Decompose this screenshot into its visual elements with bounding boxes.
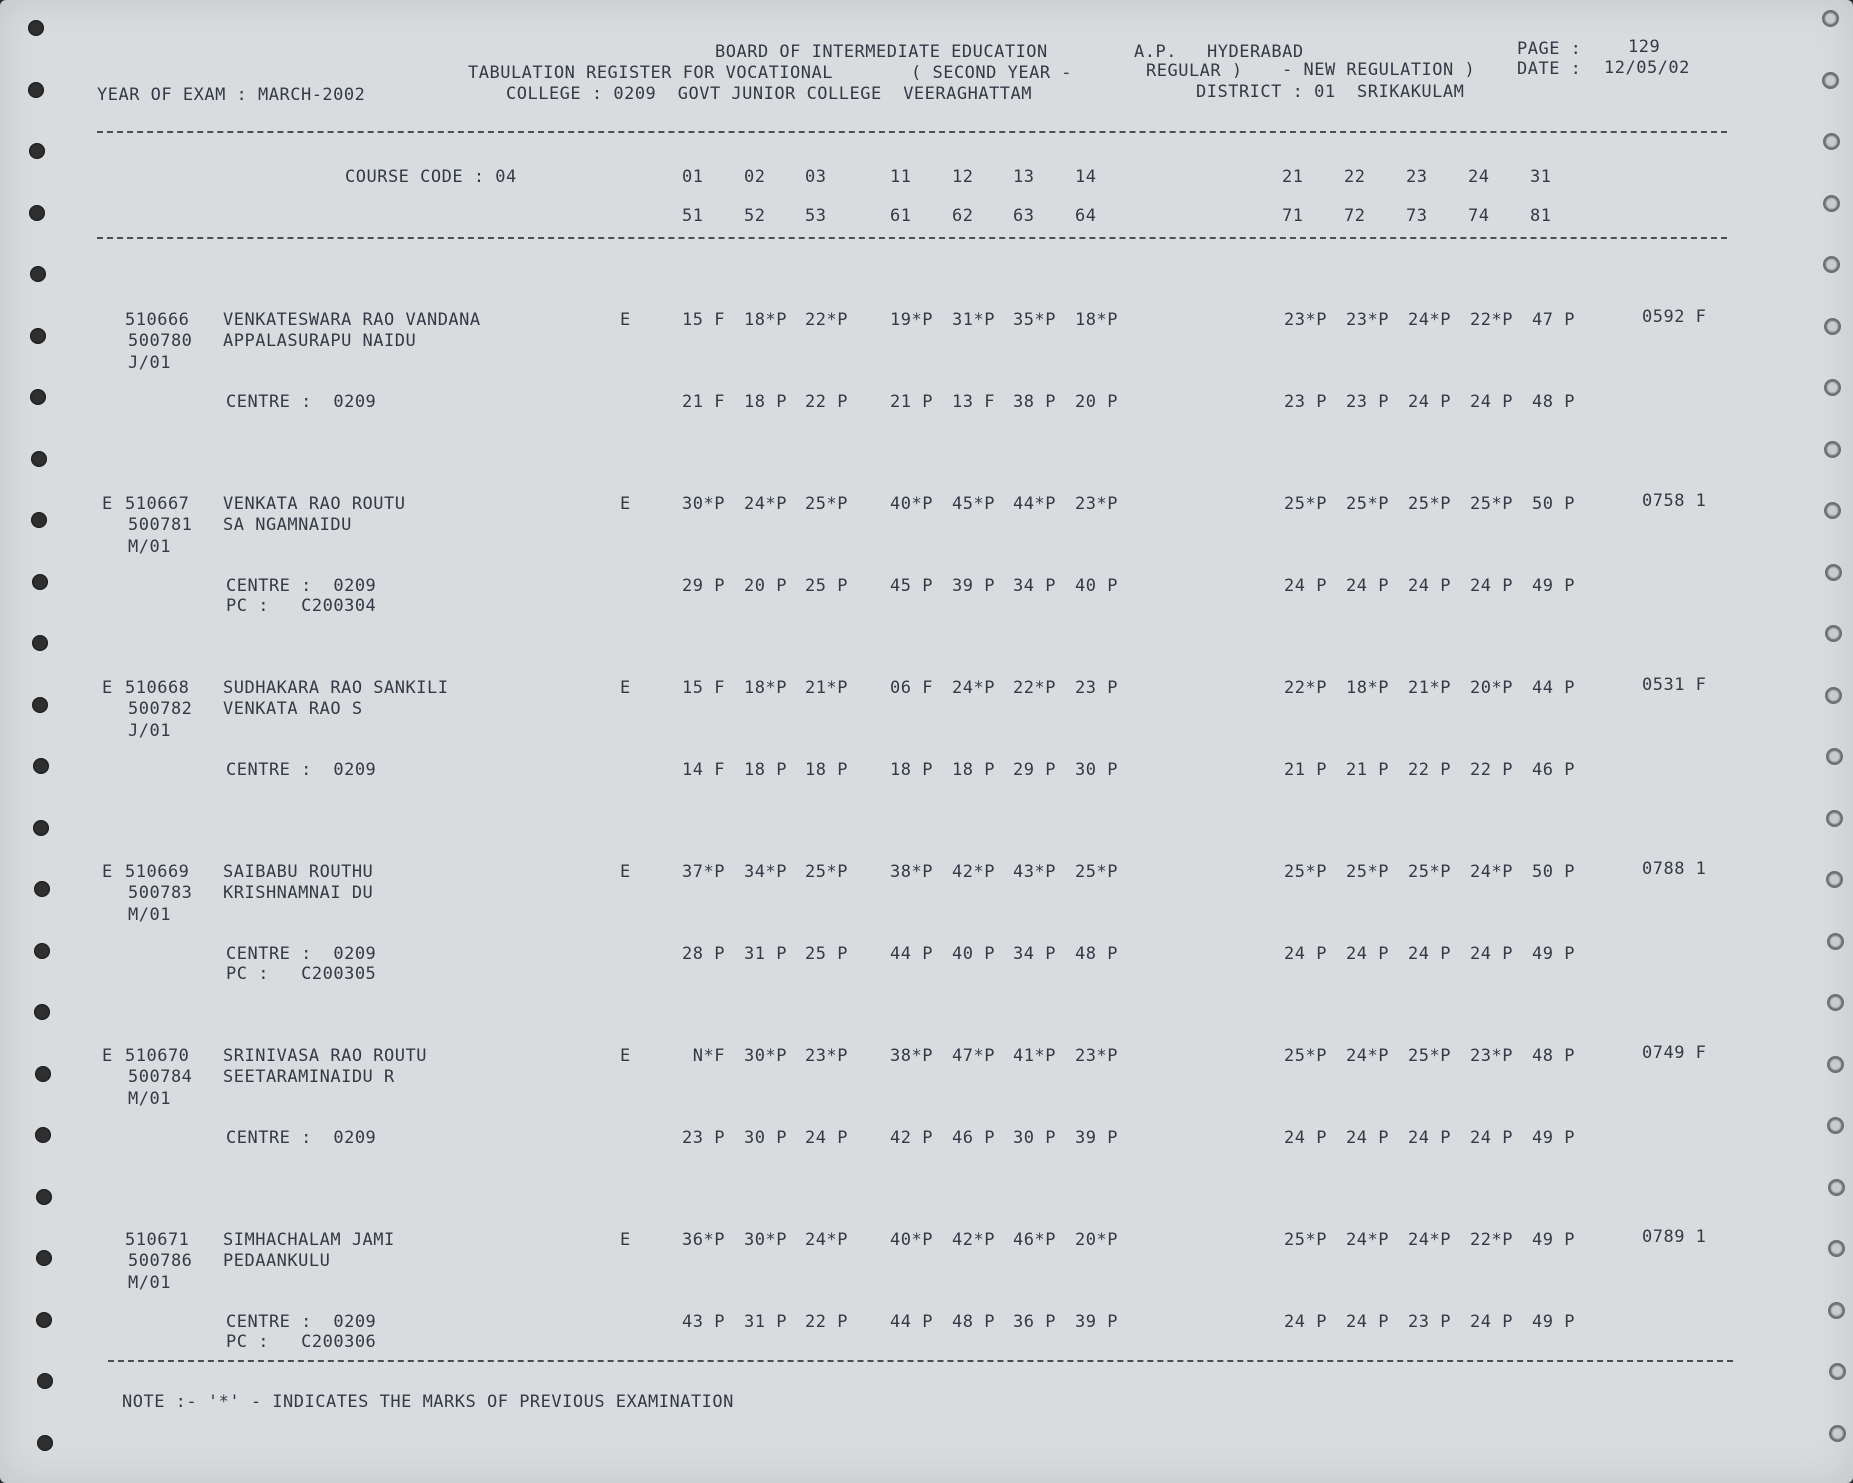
hall-ticket-number: 510666 (125, 310, 190, 330)
mark-second-attempt: 39 P (1075, 1128, 1118, 1148)
parent-name: APPALASURAPU NAIDU (223, 331, 417, 351)
mark-first-attempt: 40*P (890, 1230, 933, 1250)
feed-hole (32, 574, 48, 590)
mark-second-attempt: 44 P (890, 944, 933, 964)
mark-second-attempt: 22 P (1470, 760, 1513, 780)
mark-second-attempt: 18 P (805, 760, 848, 780)
column-code: 14 (1075, 167, 1097, 187)
mark-first-attempt: 25*P (1284, 494, 1327, 514)
feed-hole (1826, 748, 1843, 765)
registration-number: 500783 (128, 883, 193, 903)
feed-hole (33, 758, 49, 774)
mark-first-attempt: 25*P (1346, 862, 1389, 882)
column-code: 24 (1468, 167, 1490, 187)
column-code: 51 (682, 206, 704, 226)
mark-second-attempt: 18 P (890, 760, 933, 780)
mark-first-attempt: 37*P (682, 862, 725, 882)
mark-first-attempt: 23*P (1470, 1046, 1513, 1066)
mark-first-attempt: 46*P (1013, 1230, 1056, 1250)
medium-code: E (620, 494, 631, 514)
year-of-exam: YEAR OF EXAM : MARCH-2002 (97, 85, 366, 105)
mark-second-attempt: 14 F (682, 760, 725, 780)
centre-code: CENTRE : 0209 (226, 760, 377, 780)
registration-number: 500784 (128, 1067, 193, 1087)
mark-second-attempt: 42 P (890, 1128, 933, 1148)
mark-first-attempt: 40*P (890, 494, 933, 514)
mark-first-attempt: 18*P (744, 678, 787, 698)
course-code: COURSE CODE : 04 (345, 167, 517, 187)
column-code: 23 (1406, 167, 1428, 187)
hall-ticket-number: 510670 (125, 1046, 190, 1066)
mark-second-attempt: 46 P (1532, 760, 1575, 780)
mark-second-attempt: 49 P (1532, 1128, 1575, 1148)
record-prefix: E (102, 862, 113, 882)
record-prefix: E (102, 494, 113, 514)
student-name: SAIBABU ROUTHU (223, 862, 374, 882)
result-total: 0788 1 (1642, 859, 1707, 879)
year-type: ( SECOND YEAR - (911, 63, 1073, 83)
column-code: 21 (1282, 167, 1304, 187)
mark-first-attempt: 44*P (1013, 494, 1056, 514)
mark-second-attempt: 13 F (952, 392, 995, 412)
mark-second-attempt: 22 P (805, 1312, 848, 1332)
mark-second-attempt: 31 P (744, 944, 787, 964)
regulation-label: - NEW REGULATION ) (1282, 60, 1476, 80)
parent-name: SEETARAMINAIDU R (223, 1067, 395, 1087)
parent-name: VENKATA RAO S (223, 699, 363, 719)
mark-second-attempt: 30 P (1075, 760, 1118, 780)
mark-first-attempt: N*F (682, 1046, 725, 1066)
mark-second-attempt: 23 P (1346, 392, 1389, 412)
mark-first-attempt: 21*P (805, 678, 848, 698)
group-code: M/01 (128, 905, 171, 925)
hall-ticket-number: 510668 (125, 678, 190, 698)
result-total: 0749 F (1642, 1043, 1707, 1063)
centre-code: CENTRE : 0209 (226, 1128, 377, 1148)
mark-second-attempt: 25 P (805, 944, 848, 964)
mark-second-attempt: 24 P (1346, 1128, 1389, 1148)
column-code: 72 (1344, 206, 1366, 226)
student-name: VENKATA RAO ROUTU (223, 494, 406, 514)
mark-second-attempt: 23 P (1284, 392, 1327, 412)
feed-hole (1822, 72, 1839, 89)
mark-first-attempt: 23 P (1075, 678, 1118, 698)
mark-first-attempt: 43*P (1013, 862, 1056, 882)
mark-first-attempt: 24*P (952, 678, 995, 698)
mark-second-attempt: 18 P (744, 392, 787, 412)
mark-second-attempt: 30 P (1013, 1128, 1056, 1148)
column-code: 02 (744, 167, 766, 187)
mark-second-attempt: 24 P (1470, 944, 1513, 964)
header-divider-bottom (97, 237, 1727, 239)
footnote: NOTE :- '*' - INDICATES THE MARKS OF PREVIOUS EXAMINATION (122, 1392, 734, 1412)
mark-first-attempt: 42*P (952, 862, 995, 882)
mark-second-attempt: 48 P (1075, 944, 1118, 964)
mark-second-attempt: 22 P (1408, 760, 1451, 780)
mark-second-attempt: 24 P (1284, 576, 1327, 596)
mark-second-attempt: 24 P (1346, 944, 1389, 964)
centre-code: CENTRE : 0209 (226, 576, 377, 596)
feed-hole (35, 1127, 51, 1143)
mark-first-attempt: 30*P (682, 494, 725, 514)
mark-second-attempt: 24 P (1408, 944, 1451, 964)
mark-second-attempt: 44 P (890, 1312, 933, 1332)
mark-second-attempt: 20 P (744, 576, 787, 596)
feed-hole (31, 451, 47, 467)
mark-first-attempt: 31*P (952, 310, 995, 330)
feed-hole (1823, 133, 1840, 150)
column-code: 71 (1282, 206, 1304, 226)
student-name: VENKATESWARA RAO VANDANA (223, 310, 481, 330)
city-label: HYDERABAD (1207, 42, 1304, 62)
mark-first-attempt: 25*P (1075, 862, 1118, 882)
column-code: 22 (1344, 167, 1366, 187)
district-label: DISTRICT : 01 SRIKAKULAM (1196, 82, 1465, 102)
column-code: 73 (1406, 206, 1428, 226)
feed-hole (1828, 1240, 1845, 1257)
mark-first-attempt: 20*P (1470, 678, 1513, 698)
mark-first-attempt: 20*P (1075, 1230, 1118, 1250)
mark-first-attempt: 23*P (1346, 310, 1389, 330)
college-label: COLLEGE : 0209 GOVT JUNIOR COLLEGE VEERAGHATTAM (506, 84, 1033, 104)
mark-second-attempt: 43 P (682, 1312, 725, 1332)
feed-hole (34, 943, 50, 959)
mark-second-attempt: 24 P (1470, 1128, 1513, 1148)
feed-hole (1828, 1179, 1845, 1196)
mark-second-attempt: 21 P (1284, 760, 1327, 780)
record-prefix: E (102, 678, 113, 698)
mark-first-attempt: 23*P (1075, 494, 1118, 514)
centre-code: CENTRE : 0209 (226, 392, 377, 412)
mark-second-attempt: 24 P (1346, 576, 1389, 596)
date-label: DATE : (1517, 59, 1582, 79)
state-label: A.P. (1134, 42, 1177, 62)
result-total: 0758 1 (1642, 491, 1707, 511)
regular-label: REGULAR ) (1146, 61, 1243, 81)
mark-first-attempt: 22*P (1470, 310, 1513, 330)
column-code: 53 (805, 206, 827, 226)
board-title: BOARD OF INTERMEDIATE EDUCATION (715, 42, 1048, 62)
pc-code: PC : C200305 (226, 964, 377, 984)
mark-second-attempt: 24 P (1284, 1128, 1327, 1148)
medium-code: E (620, 1046, 631, 1066)
mark-first-attempt: 25*P (805, 494, 848, 514)
feed-hole (36, 1312, 52, 1328)
medium-code: E (620, 310, 631, 330)
result-total: 0789 1 (1642, 1227, 1707, 1247)
mark-first-attempt: 42*P (952, 1230, 995, 1250)
mark-second-attempt: 21 P (1346, 760, 1389, 780)
mark-second-attempt: 24 P (1470, 1312, 1513, 1332)
mark-first-attempt: 18*P (744, 310, 787, 330)
mark-first-attempt: 24*P (1470, 862, 1513, 882)
feed-hole (1825, 625, 1842, 642)
feed-hole (1824, 379, 1841, 396)
feed-hole (1829, 1425, 1846, 1442)
mark-second-attempt: 46 P (952, 1128, 995, 1148)
mark-first-attempt: 15 F (682, 678, 725, 698)
mark-first-attempt: 50 P (1532, 862, 1575, 882)
mark-first-attempt: 22*P (805, 310, 848, 330)
pc-code: PC : C200304 (226, 596, 377, 616)
mark-first-attempt: 18*P (1346, 678, 1389, 698)
mark-first-attempt: 23*P (1284, 310, 1327, 330)
column-code: 31 (1530, 167, 1552, 187)
feed-hole (1822, 10, 1839, 27)
mark-first-attempt: 41*P (1013, 1046, 1056, 1066)
mark-first-attempt: 44 P (1532, 678, 1575, 698)
feed-hole (30, 266, 46, 282)
column-code: 01 (682, 167, 704, 187)
feed-hole (1826, 810, 1843, 827)
feed-hole (1824, 318, 1841, 335)
mark-second-attempt: 36 P (1013, 1312, 1056, 1332)
mark-second-attempt: 49 P (1532, 1312, 1575, 1332)
registration-number: 500782 (128, 699, 193, 719)
pc-code: PC : C200306 (226, 1332, 377, 1352)
feed-hole (28, 82, 44, 98)
mark-second-attempt: 24 P (1408, 1128, 1451, 1148)
feed-hole (1827, 933, 1844, 950)
mark-first-attempt: 24*P (1408, 1230, 1451, 1250)
registration-number: 500786 (128, 1251, 193, 1271)
mark-first-attempt: 49 P (1532, 1230, 1575, 1250)
student-name: SIMHACHALAM JAMI (223, 1230, 395, 1250)
column-code: 12 (952, 167, 974, 187)
mark-first-attempt: 22*P (1284, 678, 1327, 698)
mark-second-attempt: 24 P (1470, 392, 1513, 412)
mark-first-attempt: 24*P (1346, 1046, 1389, 1066)
mark-first-attempt: 25*P (1408, 1046, 1451, 1066)
mark-second-attempt: 24 P (1470, 576, 1513, 596)
feed-hole (31, 512, 47, 528)
feed-hole (1828, 1302, 1845, 1319)
feed-hole (1824, 502, 1841, 519)
mark-second-attempt: 40 P (1075, 576, 1118, 596)
mark-second-attempt: 31 P (744, 1312, 787, 1332)
mark-second-attempt: 38 P (1013, 392, 1056, 412)
mark-first-attempt: 24*P (1346, 1230, 1389, 1250)
mark-first-attempt: 30*P (744, 1046, 787, 1066)
mark-second-attempt: 28 P (682, 944, 725, 964)
mark-first-attempt: 47 P (1532, 310, 1575, 330)
mark-second-attempt: 29 P (1013, 760, 1056, 780)
mark-second-attempt: 24 P (1408, 576, 1451, 596)
mark-second-attempt: 18 P (744, 760, 787, 780)
mark-second-attempt: 48 P (952, 1312, 995, 1332)
group-code: M/01 (128, 1089, 171, 1109)
mark-second-attempt: 29 P (682, 576, 725, 596)
mark-second-attempt: 21 P (890, 392, 933, 412)
mark-second-attempt: 49 P (1532, 944, 1575, 964)
mark-first-attempt: 25*P (805, 862, 848, 882)
feed-hole (1825, 687, 1842, 704)
feed-hole (32, 697, 48, 713)
mark-second-attempt: 48 P (1532, 392, 1575, 412)
column-code: 64 (1075, 206, 1097, 226)
feed-hole (34, 881, 50, 897)
page-label: PAGE : (1517, 39, 1582, 59)
result-total: 0531 F (1642, 675, 1707, 695)
feed-hole (1827, 1056, 1844, 1073)
mark-second-attempt: 23 P (682, 1128, 725, 1148)
mark-first-attempt: 23*P (805, 1046, 848, 1066)
footer-divider (108, 1360, 1733, 1362)
mark-second-attempt: 45 P (890, 576, 933, 596)
mark-second-attempt: 24 P (1284, 944, 1327, 964)
mark-second-attempt: 25 P (805, 576, 848, 596)
column-code: 81 (1530, 206, 1552, 226)
feed-hole (35, 1066, 51, 1082)
column-code: 61 (890, 206, 912, 226)
mark-first-attempt: 24*P (805, 1230, 848, 1250)
feed-hole (1823, 195, 1840, 212)
mark-first-attempt: 35*P (1013, 310, 1056, 330)
feed-hole (1827, 1117, 1844, 1134)
column-code: 63 (1013, 206, 1035, 226)
header-divider-top (97, 131, 1727, 133)
group-code: J/01 (128, 353, 171, 373)
feed-hole (1829, 1363, 1846, 1380)
mark-first-attempt: 06 F (890, 678, 933, 698)
feed-hole (29, 205, 45, 221)
mark-first-attempt: 48 P (1532, 1046, 1575, 1066)
feed-hole (36, 1189, 52, 1205)
mark-second-attempt: 24 P (805, 1128, 848, 1148)
mark-first-attempt: 30*P (744, 1230, 787, 1250)
mark-first-attempt: 25*P (1470, 494, 1513, 514)
parent-name: KRISHNAMNAI DU (223, 883, 374, 903)
record-prefix: E (102, 1046, 113, 1066)
feed-hole (28, 20, 44, 36)
mark-second-attempt: 39 P (1075, 1312, 1118, 1332)
group-code: M/01 (128, 1273, 171, 1293)
column-code: 03 (805, 167, 827, 187)
register-title: TABULATION REGISTER FOR VOCATIONAL (468, 63, 833, 83)
registration-number: 500780 (128, 331, 193, 351)
column-code: 13 (1013, 167, 1035, 187)
parent-name: SA NGAMNAIDU (223, 515, 352, 535)
mark-first-attempt: 18*P (1075, 310, 1118, 330)
column-code: 11 (890, 167, 912, 187)
column-code: 52 (744, 206, 766, 226)
mark-first-attempt: 25*P (1408, 494, 1451, 514)
mark-first-attempt: 25*P (1284, 862, 1327, 882)
feed-hole (1825, 564, 1842, 581)
feed-hole (36, 1250, 52, 1266)
registration-number: 500781 (128, 515, 193, 535)
feed-hole (1824, 441, 1841, 458)
mark-second-attempt: 24 P (1346, 1312, 1389, 1332)
mark-second-attempt: 49 P (1532, 576, 1575, 596)
mark-first-attempt: 34*P (744, 862, 787, 882)
mark-second-attempt: 34 P (1013, 576, 1056, 596)
mark-first-attempt: 38*P (890, 1046, 933, 1066)
mark-second-attempt: 24 P (1284, 1312, 1327, 1332)
mark-first-attempt: 23*P (1075, 1046, 1118, 1066)
mark-first-attempt: 21*P (1408, 678, 1451, 698)
column-code: 74 (1468, 206, 1490, 226)
mark-first-attempt: 24*P (744, 494, 787, 514)
mark-first-attempt: 38*P (890, 862, 933, 882)
mark-first-attempt: 22*P (1470, 1230, 1513, 1250)
feed-hole (1827, 994, 1844, 1011)
group-code: M/01 (128, 537, 171, 557)
mark-first-attempt: 47*P (952, 1046, 995, 1066)
medium-code: E (620, 1230, 631, 1250)
feed-hole (30, 389, 46, 405)
mark-first-attempt: 24*P (1408, 310, 1451, 330)
mark-first-attempt: 50 P (1532, 494, 1575, 514)
feed-hole (33, 820, 49, 836)
mark-second-attempt: 30 P (744, 1128, 787, 1148)
mark-second-attempt: 39 P (952, 576, 995, 596)
mark-first-attempt: 25*P (1284, 1046, 1327, 1066)
mark-first-attempt: 25*P (1408, 862, 1451, 882)
mark-second-attempt: 24 P (1408, 392, 1451, 412)
mark-second-attempt: 21 F (682, 392, 725, 412)
mark-first-attempt: 19*P (890, 310, 933, 330)
hall-ticket-number: 510671 (125, 1230, 190, 1250)
medium-code: E (620, 678, 631, 698)
mark-second-attempt: 22 P (805, 392, 848, 412)
mark-first-attempt: 36*P (682, 1230, 725, 1250)
group-code: J/01 (128, 721, 171, 741)
column-code: 62 (952, 206, 974, 226)
centre-code: CENTRE : 0209 (226, 944, 377, 964)
mark-second-attempt: 40 P (952, 944, 995, 964)
hall-ticket-number: 510667 (125, 494, 190, 514)
feed-hole (29, 143, 45, 159)
feed-hole (30, 328, 46, 344)
mark-second-attempt: 20 P (1075, 392, 1118, 412)
page-number: 129 (1628, 37, 1661, 57)
centre-code: CENTRE : 0209 (226, 1312, 377, 1332)
feed-hole (37, 1373, 53, 1389)
mark-first-attempt: 25*P (1346, 494, 1389, 514)
student-name: SRINIVASA RAO ROUTU (223, 1046, 427, 1066)
mark-first-attempt: 22*P (1013, 678, 1056, 698)
parent-name: PEDAANKULU (223, 1251, 331, 1271)
mark-first-attempt: 15 F (682, 310, 725, 330)
feed-hole (32, 635, 48, 651)
feed-hole (34, 1004, 50, 1020)
result-total: 0592 F (1642, 307, 1707, 327)
date-value: 12/05/02 (1604, 58, 1690, 78)
mark-first-attempt: 25*P (1284, 1230, 1327, 1250)
medium-code: E (620, 862, 631, 882)
mark-first-attempt: 45*P (952, 494, 995, 514)
feed-hole (37, 1435, 53, 1451)
mark-second-attempt: 18 P (952, 760, 995, 780)
feed-hole (1826, 871, 1843, 888)
mark-second-attempt: 23 P (1408, 1312, 1451, 1332)
hall-ticket-number: 510669 (125, 862, 190, 882)
feed-hole (1823, 256, 1840, 273)
mark-second-attempt: 34 P (1013, 944, 1056, 964)
student-name: SUDHAKARA RAO SANKILI (223, 678, 449, 698)
